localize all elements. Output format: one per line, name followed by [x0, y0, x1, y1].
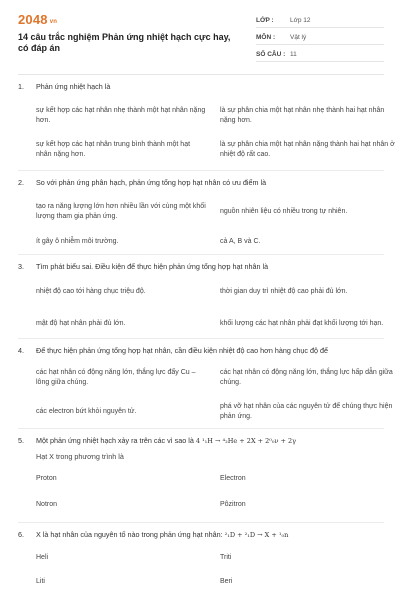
option-b[interactable]: thời gian duy trì nhiệt độ cao phải đủ lớn. — [220, 288, 348, 295]
question-number: 6. — [18, 530, 24, 539]
meta-row-class — [256, 14, 384, 28]
option-b[interactable]: Triti — [220, 554, 232, 561]
question-header — [18, 262, 384, 272]
question-number: 2. — [18, 178, 24, 187]
question-1 — [18, 82, 395, 164]
question-divider — [18, 254, 384, 255]
option-d[interactable]: Beri — [220, 578, 233, 585]
question-4 — [18, 346, 393, 426]
option-c[interactable]: Liti — [36, 578, 45, 585]
meta-value: 11 — [290, 51, 297, 58]
question-text — [36, 530, 384, 540]
question-header — [18, 82, 384, 92]
meta-value: Lớp 12 — [290, 17, 311, 24]
option-d[interactable]: Pôzitron — [220, 501, 246, 508]
question-number: 5. — [18, 436, 24, 445]
reaction-formula: 4 ¹₁H → ⁴₂He + 2X + 2⁰₀ν + 2γ — [195, 437, 297, 445]
option-a[interactable]: Heli — [36, 554, 49, 561]
option-b[interactable]: Electron — [220, 475, 246, 482]
question-text-main: Một phản ứng nhiệt hạch xảy ra trên các vì sao là — [36, 436, 194, 445]
option-d[interactable]: cả A, B và C. — [220, 238, 261, 245]
meta-row-subject — [256, 31, 384, 45]
option-c[interactable]: mật độ hạt nhân phải đủ lớn. — [36, 320, 126, 327]
question-header — [18, 436, 384, 446]
question-number: 4. — [18, 346, 24, 355]
option-d[interactable]: là sự phân chia một hạt nhân nặng thành hai hạt nhân ở nhiệt độ rất cao. — [220, 141, 395, 158]
options-grid — [36, 198, 384, 254]
option-a[interactable]: nhiệt độ cao tới hàng chục triệu độ. — [36, 288, 146, 295]
question-number: 3. — [18, 262, 24, 271]
meta-row-count — [256, 48, 384, 62]
question-3 — [18, 262, 384, 338]
question-6 — [18, 530, 384, 590]
meta-key: LỚP : — [256, 17, 274, 24]
option-c[interactable]: sự kết hợp các hạt nhân trung bình thành một hạt nhân nặng hơn. — [36, 141, 191, 158]
question-subtext: Hạt X trong phương trình là — [36, 452, 124, 461]
option-a[interactable]: các hạt nhân có động năng lớn, thắng lực đẩy Cu – lông giữa chúng. — [36, 369, 196, 386]
meta-value: Vật lý — [290, 34, 307, 41]
question-text: So với phản ứng phân hạch, phản ứng tổng hợp hạt nhân có ưu điểm là — [36, 178, 267, 187]
meta-info — [256, 14, 384, 62]
question-5 — [18, 436, 384, 514]
option-d[interactable]: khối lượng các hạt nhân phải đạt khối lượng tới hạn. — [220, 320, 384, 327]
site-logo[interactable] — [18, 12, 57, 27]
options-grid — [36, 364, 393, 426]
header-divider — [18, 74, 384, 75]
option-c[interactable]: Notron — [36, 501, 58, 508]
page-title: 14 câu trắc nghiệm Phản ứng nhiệt hạch cực hay, có đáp án — [18, 32, 231, 53]
question-divider — [18, 522, 384, 523]
logo-text: 2048 — [18, 12, 48, 27]
options-grid — [36, 102, 395, 164]
options-grid — [36, 550, 384, 590]
meta-key: SỐ CÂU : — [256, 51, 286, 58]
reaction-formula: ²₁D + ²₁D → X + ¹₀n — [224, 531, 289, 539]
option-b[interactable]: nguồn nhiên liệu có nhiều trong tự nhiên. — [220, 208, 348, 215]
document-header — [0, 0, 400, 72]
option-b[interactable]: là sự phân chia một hạt nhân nhẹ thành hai hạt nhân nặng hơn. — [220, 107, 385, 124]
options-grid — [36, 470, 384, 514]
option-a[interactable]: sự kết hợp các hạt nhân nhẹ thành một hạt nhân nặng hơn. — [36, 107, 206, 124]
question-header — [18, 530, 384, 540]
question-divider — [18, 338, 384, 339]
question-divider — [18, 170, 384, 171]
question-text-main: X là hạt nhân của nguyên tố nào trong phản ứng hạt nhân: — [36, 530, 223, 539]
option-c[interactable]: các electron bứt khỏi nguyên tử. — [36, 408, 137, 415]
option-d[interactable]: phá vỡ hạt nhân của các nguyên tử để chúng thực hiện phản ứng. — [220, 403, 393, 420]
question-text: Tìm phát biểu sai. Điều kiện để thực hiện phản ứng tổng hợp hạt nhân là — [36, 262, 269, 271]
options-grid — [36, 280, 384, 338]
question-text: Để thực hiện phản ứng tổng hợp hạt nhân, cần điều kiện nhiệt độ cao hơn hàng chục độ để — [36, 346, 328, 355]
question-text: Phản ứng nhiệt hạch là — [36, 82, 111, 91]
question-header — [18, 346, 384, 356]
question-text — [36, 436, 384, 446]
option-c[interactable]: ít gây ô nhiễm môi trường. — [36, 238, 119, 245]
option-a[interactable]: tạo ra năng lượng lớn hơn nhiều lần với cùng một khối lượng tham gia phản ứng. — [36, 203, 206, 220]
question-header — [18, 178, 384, 188]
option-a[interactable]: Proton — [36, 475, 57, 482]
logo-suffix: vn — [49, 19, 58, 25]
question-divider — [18, 428, 384, 429]
question-2 — [18, 178, 384, 254]
meta-key: MÔN : — [256, 34, 276, 41]
question-number: 1. — [18, 82, 24, 91]
option-b[interactable]: các hạt nhân có động năng lớn, thắng lực hấp dẫn giữa chúng. — [220, 369, 393, 386]
